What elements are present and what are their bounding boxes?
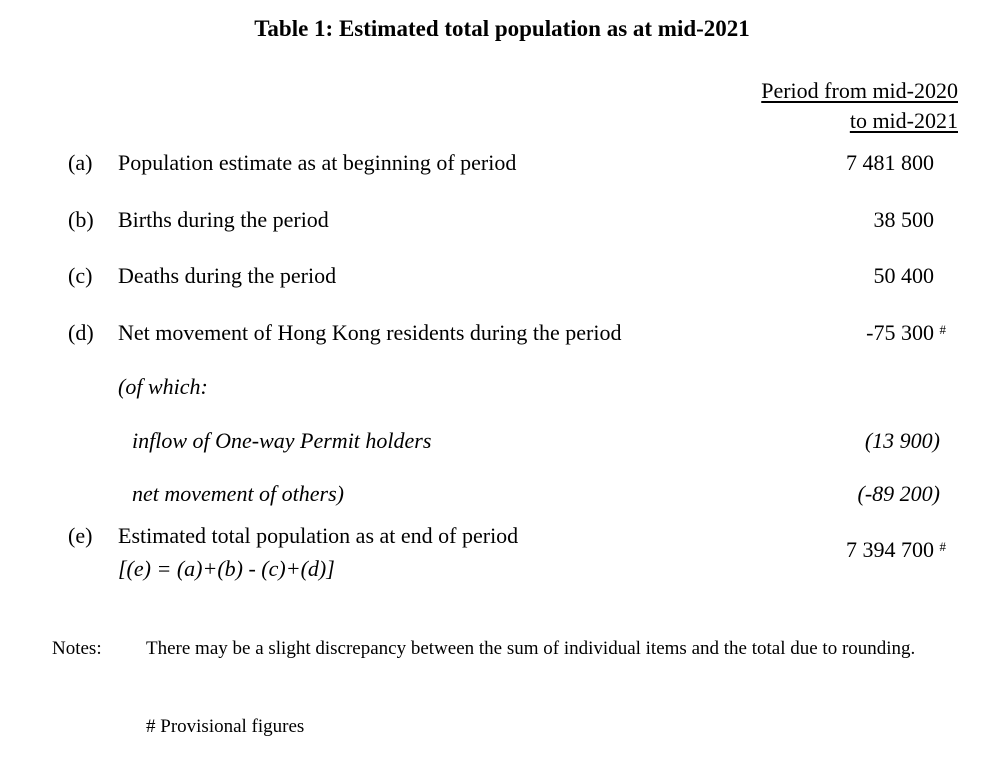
formula: [(e) = (a)+(b) - (c)+(d)] bbox=[118, 556, 335, 581]
table-row-d bbox=[0, 318, 1004, 348]
row-letter: (d) bbox=[68, 320, 94, 345]
column-header bbox=[761, 76, 958, 136]
row-label: Net movement of Hong Kong residents during the period bbox=[118, 320, 622, 345]
table-row-c bbox=[0, 261, 1004, 291]
notes-provisional: # Provisional figures bbox=[146, 716, 305, 737]
sub-row-inflow bbox=[0, 426, 1004, 456]
of-which-heading-row bbox=[0, 372, 1004, 402]
notes-label: Notes: bbox=[52, 638, 102, 659]
row-value: 38 500 bbox=[873, 207, 934, 232]
row-label: Births during the period bbox=[118, 207, 329, 232]
row-label: Deaths during the period bbox=[118, 263, 337, 288]
row-value: 7 394 700 # bbox=[846, 537, 946, 562]
sub-row-value: (-89 200) bbox=[857, 481, 940, 506]
row-letter: (a) bbox=[68, 150, 93, 175]
row-label: Population estimate as at beginning of period bbox=[118, 150, 517, 175]
row-letter: (b) bbox=[68, 207, 94, 232]
sub-row-value: (13 900) bbox=[864, 428, 940, 453]
row-letter: (e) bbox=[68, 523, 93, 548]
row-value: -75 300 # bbox=[866, 320, 946, 345]
table-row-a bbox=[0, 148, 1004, 178]
sub-row-label: inflow of One-way Permit holders bbox=[132, 428, 432, 453]
column-header-line1: Period from mid-2020 bbox=[761, 78, 958, 103]
table-row-b bbox=[0, 205, 1004, 235]
row-value: 7 481 800 bbox=[846, 150, 934, 175]
table-row-e bbox=[0, 521, 1004, 562]
column-header-line2: to mid-2021 bbox=[849, 108, 958, 133]
row-letter: (c) bbox=[68, 263, 93, 288]
notes-text: There may be a slight discrepancy between the sum of individual items and the total due to rounding. bbox=[146, 638, 916, 659]
row-value: 50 400 bbox=[873, 263, 934, 288]
sub-row-label: net movement of others) bbox=[132, 481, 344, 506]
table-title: Table 1: Estimated total population as at mid-2021 bbox=[254, 16, 750, 41]
row-label: Estimated total population as at end of period bbox=[118, 523, 519, 548]
sub-row-others bbox=[0, 479, 1004, 509]
of-which-heading: (of which: bbox=[118, 374, 208, 399]
